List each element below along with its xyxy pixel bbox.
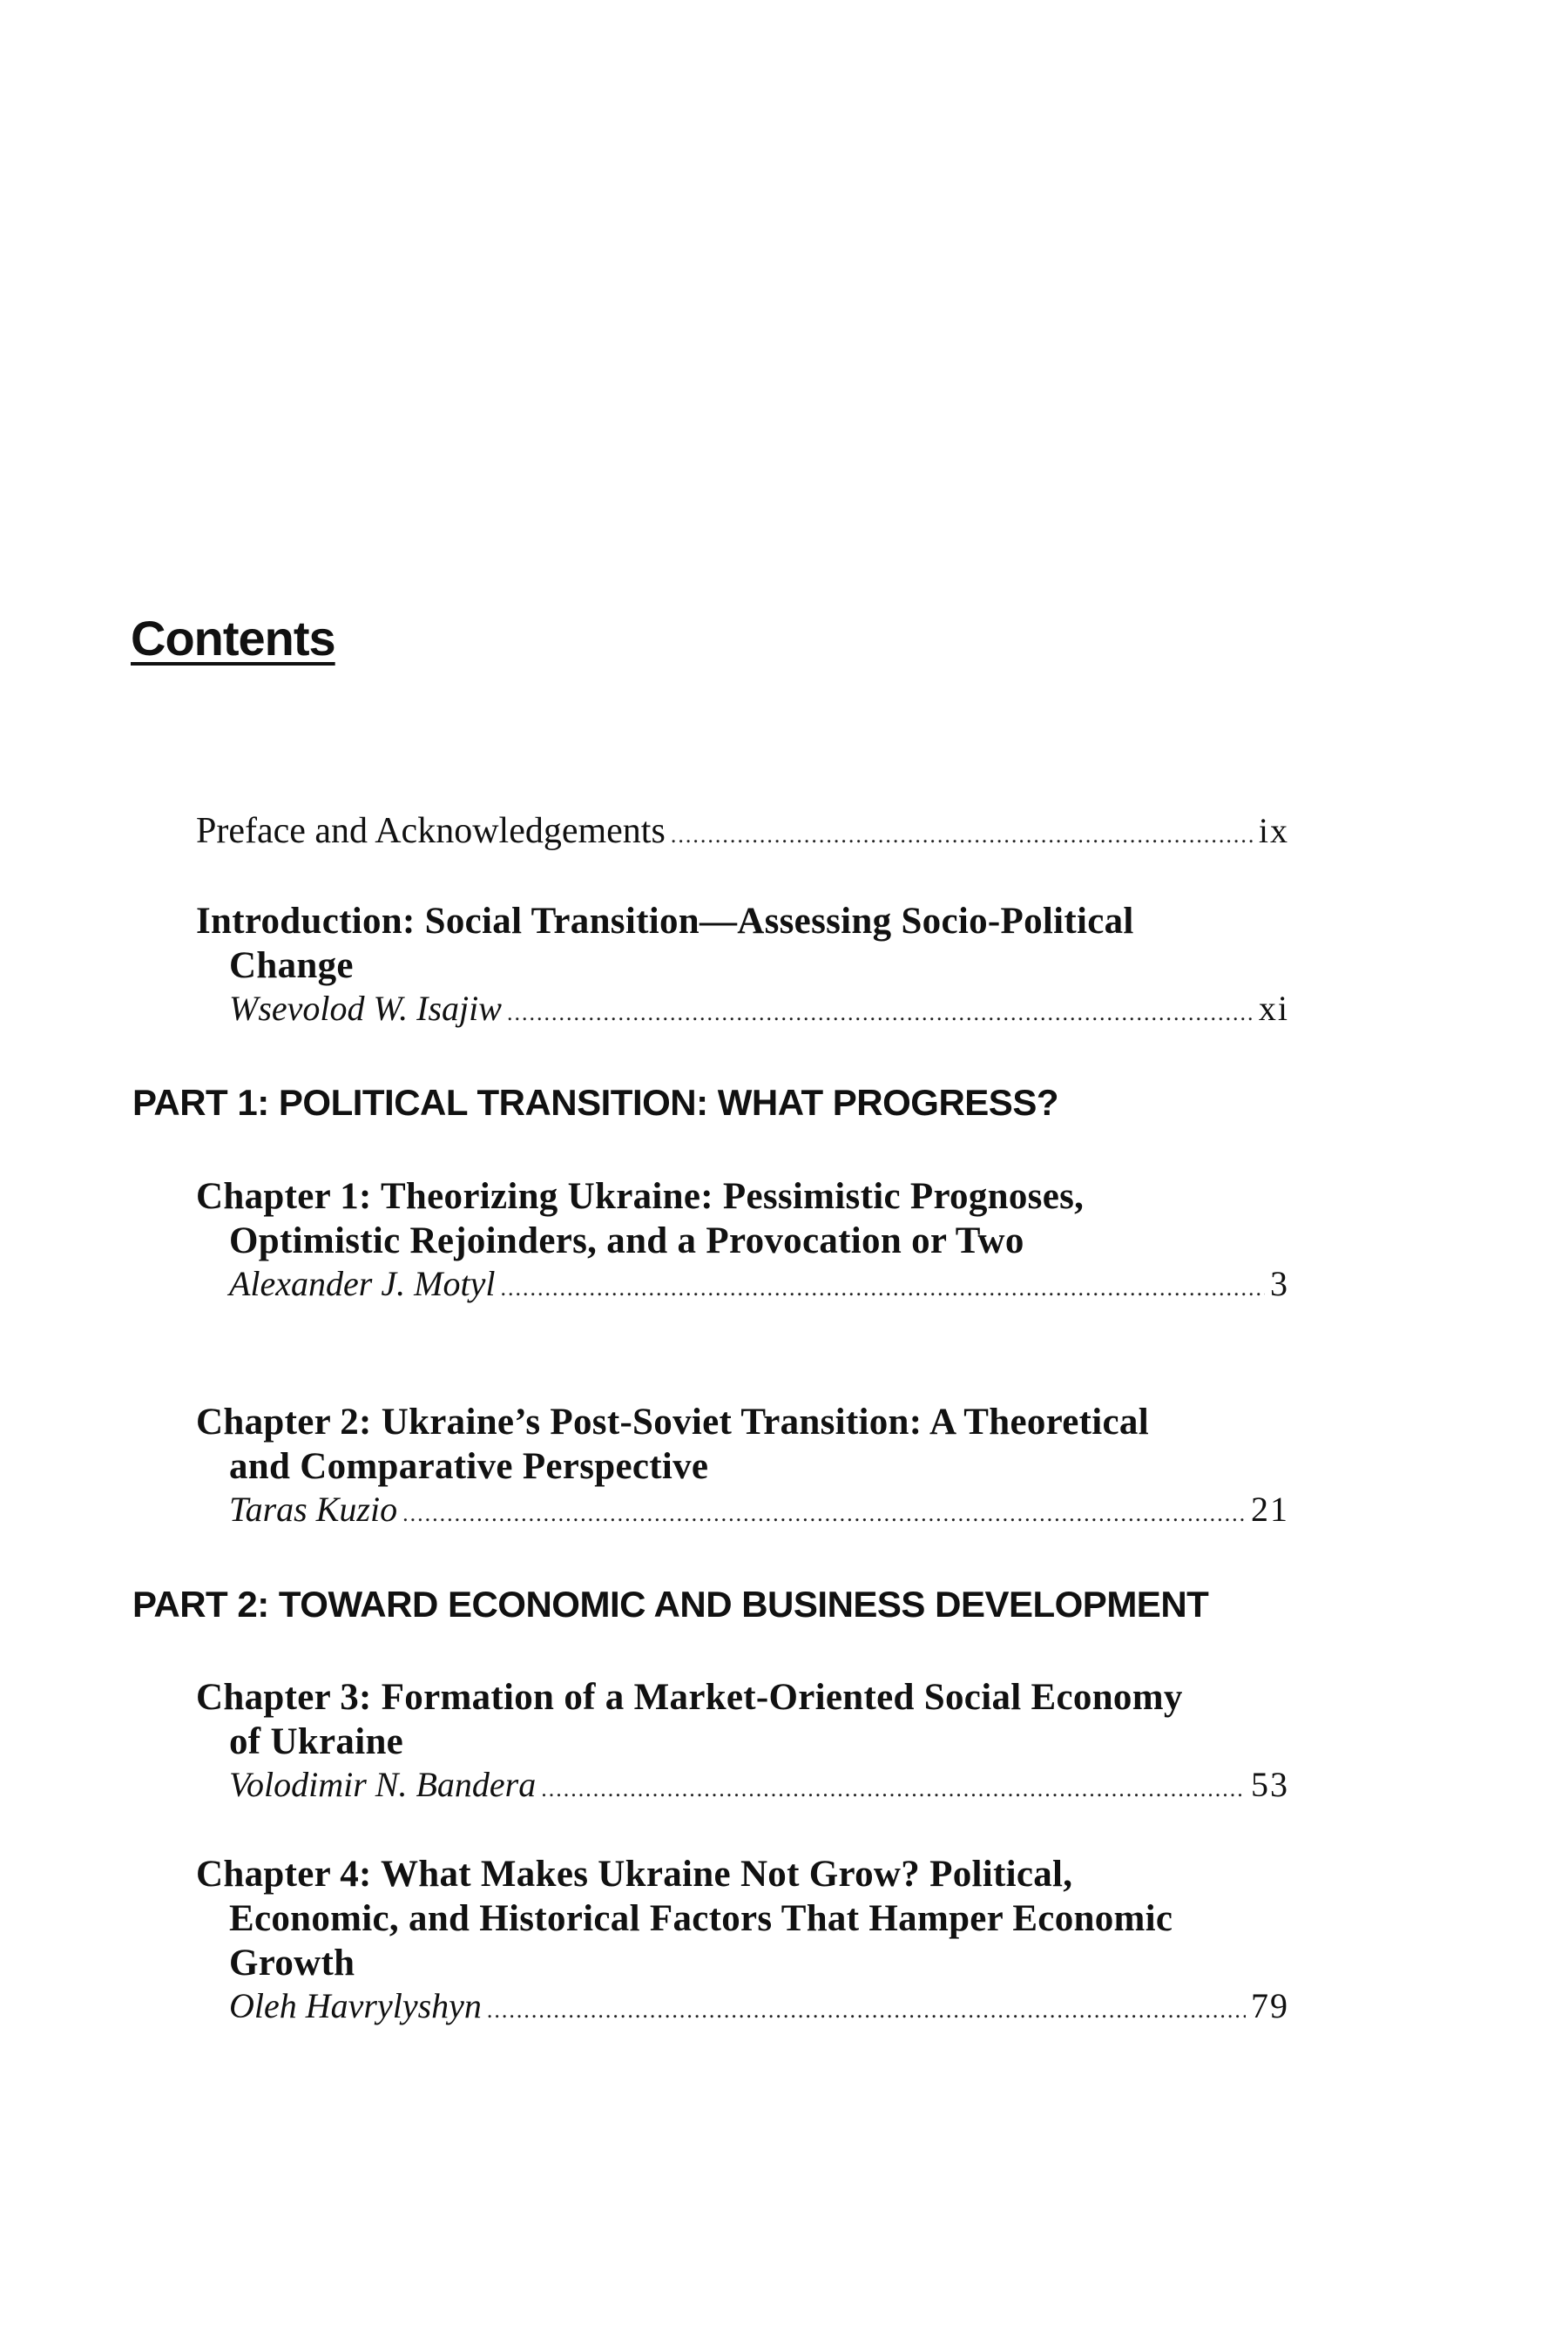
leader-line	[196, 1985, 1289, 2031]
entry-author: Taras Kuzio	[229, 1490, 398, 1529]
part-heading: PART 1: POLITICAL TRANSITION: WHAT PROGRESS?	[132, 1082, 1058, 1123]
leader-line	[196, 1764, 1289, 1810]
page-title: Contents	[131, 611, 335, 666]
toc-entry-chapter-1	[196, 1174, 1289, 1309]
page-number: 3	[1270, 1264, 1289, 1303]
entry-title: Introduction: Social Transition—Assessing Socio-Political Change	[196, 901, 1134, 986]
leader-line	[196, 1489, 1289, 1535]
toc-entry-chapter-3	[196, 1675, 1289, 1810]
page-number: 53	[1251, 1765, 1289, 1804]
leader-line	[196, 988, 1289, 1034]
entry-title: Preface and Acknowledgements	[196, 811, 666, 851]
page-number: ix	[1258, 811, 1289, 850]
entry-author: Oleh Havrylyshyn	[229, 1986, 482, 2025]
dot-leader	[487, 1990, 1246, 2031]
dot-leader	[507, 992, 1254, 1034]
dot-leader	[541, 1768, 1246, 1810]
entry-title: Chapter 1: Theorizing Ukraine: Pessimistic Prognoses, Optimistic Rejoinders, and a Provocation or Two	[196, 1176, 1085, 1261]
dot-leader	[671, 814, 1254, 856]
page-number: 79	[1251, 1986, 1289, 2025]
leader-line	[196, 1263, 1289, 1309]
dot-leader	[500, 1267, 1265, 1309]
entry-author: Wsevolod W. Isajiw	[229, 989, 502, 1028]
toc-entry-preface	[196, 810, 1289, 856]
part-heading: PART 2: TOWARD ECONOMIC AND BUSINESS DEVELOPMENT	[132, 1584, 1209, 1625]
leader-line	[196, 810, 1289, 856]
toc-entry-introduction	[196, 899, 1289, 1034]
page-number: 21	[1251, 1490, 1289, 1529]
entry-title: Chapter 2: Ukraine’s Post-Soviet Transition: A Theoretical and Comparative Perspective	[196, 1402, 1149, 1487]
entry-title: Chapter 4: What Makes Ukraine Not Grow? Political, Economic, and Historical Factors That Hamper Economic Growth	[196, 1854, 1173, 1984]
toc-entry-chapter-2	[196, 1400, 1289, 1535]
entry-author: Volodimir N. Bandera	[229, 1765, 537, 1804]
page-number: xi	[1258, 989, 1289, 1028]
entry-author: Alexander J. Motyl	[229, 1264, 496, 1303]
toc-entry-chapter-4	[196, 1852, 1289, 2031]
dot-leader	[402, 1493, 1246, 1535]
entry-title: Chapter 3: Formation of a Market-Oriented Social Economy of Ukraine	[196, 1677, 1183, 1762]
